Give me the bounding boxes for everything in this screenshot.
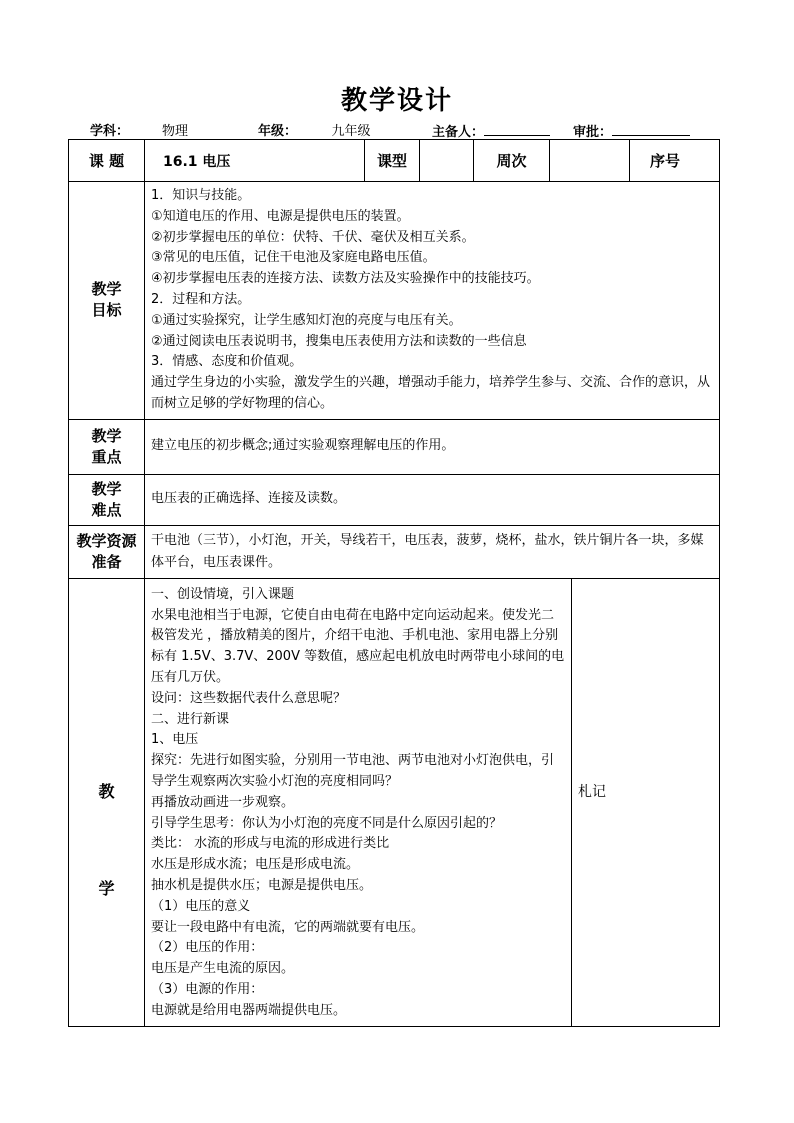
objective-line: 3．情感、态度和价值观。 [151, 354, 303, 370]
subject-value: 物理 [129, 124, 221, 140]
review-field [573, 120, 690, 140]
teaching-line: 水压是形成水流；电压是形成电流。 [151, 857, 360, 873]
preparer-field [432, 120, 550, 140]
teaching-line: 类比： 水流的形成与电流的形成进行类比 [151, 836, 390, 852]
header-row [69, 140, 720, 182]
objective-line: ③常见的电压值，记住干电池及家庭电路电压值。 [151, 250, 436, 266]
teaching-line: 电压是产生电流的原因。 [151, 961, 295, 977]
key-points-row [69, 419, 720, 474]
objectives-label: 教学目标 [91, 280, 122, 320]
grade-label: 年级： [258, 124, 298, 139]
key-points-content: 建立电压的初步概念;通过实验观察理解电压的作用。 [145, 419, 720, 474]
review-label: 审批： [573, 125, 613, 140]
subject-field [90, 120, 221, 140]
teaching-line: 要让一段电路中有电流，它的两端就要有电压。 [151, 919, 425, 935]
key-points-label: 教学重点 [91, 426, 122, 466]
lesson-type-label: 课型 [365, 140, 420, 182]
objective-line: ①知道电压的作用、电源是提供电压的装置。 [151, 208, 410, 224]
sequence-label: 序号 [630, 140, 720, 182]
difficulties-label: 教学难点 [91, 479, 122, 519]
week-label: 周次 [474, 140, 550, 182]
teaching-label-top: 教 [98, 781, 115, 801]
difficulties-content: 电压表的正确选择、连接及读数。 [145, 474, 720, 525]
teaching-line: （2）电压的作用： [151, 940, 264, 956]
resources-row [69, 525, 720, 578]
teaching-label-bottom: 学 [98, 878, 115, 898]
objectives-content [145, 182, 720, 420]
teaching-line: 一、创设情境，引入课题 [151, 586, 295, 602]
notes-label: 札记 [572, 578, 720, 1026]
objectives-row [69, 182, 720, 420]
teaching-row [69, 578, 720, 1026]
review-value [612, 120, 690, 136]
resources-label: 教学资源准备 [76, 531, 137, 571]
difficulties-row [69, 474, 720, 525]
objective-line: 通过学生身边的小实验，激发学生的兴趣，增强动手能力，培养学生参与、交流、合作的意识，从而树立足够的学好物理的信心。 [151, 375, 711, 411]
subject-label: 学科： [90, 124, 130, 139]
grade-field [258, 120, 405, 140]
objective-line: ②通过阅读电压表说明书，搜集电压表使用方法和读数的一些信息 [151, 333, 527, 349]
teaching-line: 再播放动画进一步观察。 [151, 794, 295, 810]
document-title: 教学设计 [340, 86, 453, 116]
lesson-plan-table [68, 139, 720, 1027]
teaching-line: 电源就是给用电器两端提供电压。 [151, 1002, 347, 1018]
topic-value: 16.1 电压 [145, 140, 365, 182]
teaching-line: 设问：这些数据代表什么意思呢？ [151, 690, 347, 706]
resources-content: 干电池（三节），小灯泡，开关，导线若干，电压表，菠萝，烧杯，盐水，铁片铜片各一块，多媒体平台，电压表课件。 [145, 525, 720, 578]
grade-value: 九年级 [297, 124, 405, 140]
lesson-type-value [420, 140, 474, 182]
teaching-content [145, 578, 572, 1026]
teaching-line: 水果电池相当于电源，它使自由电荷在电路中定向运动起来。使发光二极管发光 ，播放精美的图片，介绍干电池、手机电池、家用电器上分别标有 1.5V、3.7V、200V 等数值，感应起电机放电时两带电小球间的电压有几万伏。 [151, 607, 565, 685]
preparer-label: 主备人： [432, 125, 485, 140]
teaching-line: 抽水机是提供水压；电源是提供电压。 [151, 877, 373, 893]
teaching-line: 1、电压 [151, 732, 199, 748]
preparer-value [484, 120, 550, 136]
objective-line: ④初步掌握电压表的连接方法、读数方法及实验操作中的技能技巧。 [151, 271, 540, 287]
teaching-line: 引导学生思考：你认为小灯泡的亮度不同是什么原因引起的？ [151, 815, 503, 831]
objective-line: ①通过实验探究，让学生感知灯泡的亮度与电压有关。 [151, 312, 462, 328]
teaching-line: （1）电压的意义 [151, 898, 251, 914]
topic-label: 课 题 [69, 140, 145, 182]
teaching-line: （3）电源的作用： [151, 981, 264, 997]
week-value [550, 140, 630, 182]
teaching-line: 二、进行新课 [151, 711, 230, 727]
objective-line: 2．过程和方法。 [151, 291, 251, 307]
objective-line: 1．知识与技能。 [151, 188, 251, 203]
objective-line: ②初步掌握电压的单位：伏特、千伏、毫伏及相互关系。 [151, 229, 475, 245]
teaching-line: 探究：先进行如图实验，分别用一节电池、两节电池对小灯泡供电，引导学生观察两次实验小灯泡的亮度相同吗？ [151, 753, 555, 789]
